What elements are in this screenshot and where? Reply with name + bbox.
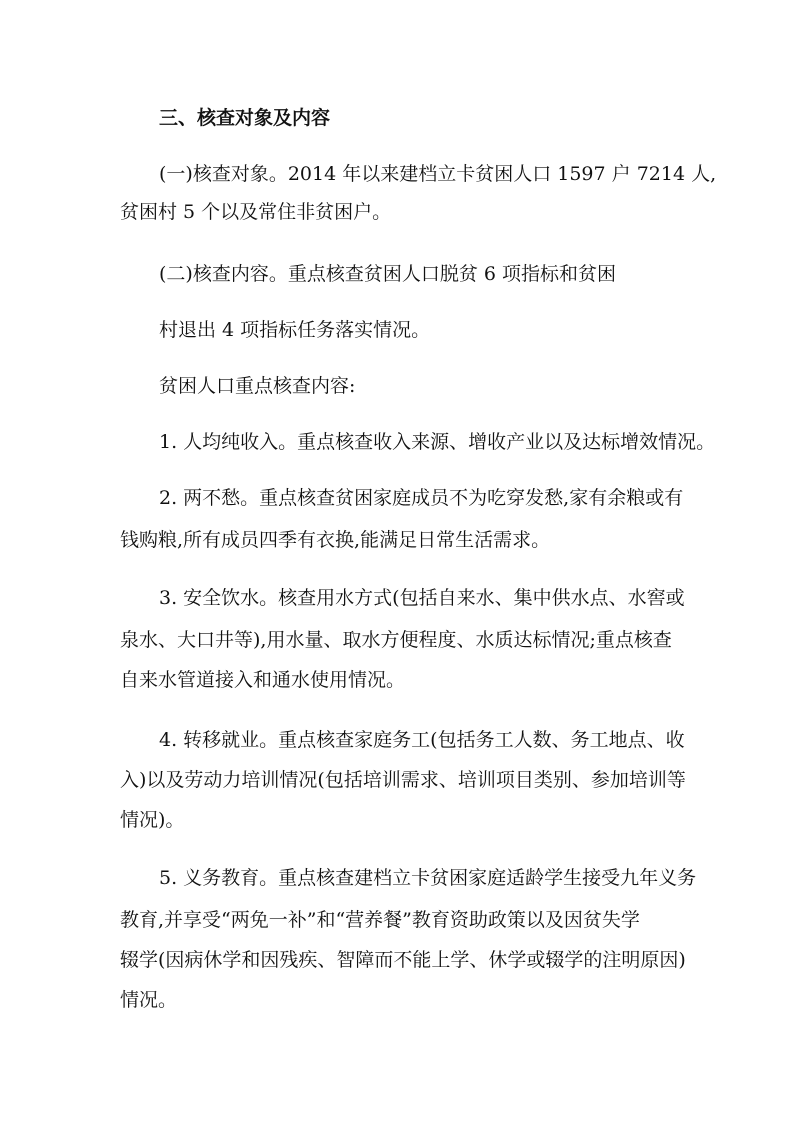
item2-line2: 钱购粮,所有成员四季有衣换,能满足日常生活需求。 bbox=[120, 529, 551, 551]
item5-line2: 教育,并享受“两免一补”和“营养餐”教育资助政策以及因贫失学 bbox=[120, 909, 640, 931]
item5-line3: 辍学(因病休学和因残疾、智障而不能上学、休学或辍学的注明原因) bbox=[120, 949, 686, 971]
item4-line1: 4. 转移就业。重点核查家庭务工(包括务工人数、务工地点、收 bbox=[159, 729, 685, 751]
item4-line2: 入)以及劳动力培训情况(包括培训需求、培训项目类别、参加培训等 bbox=[120, 769, 686, 791]
item2-line1: 2. 两不愁。重点核查贫困家庭成员不为吃穿发愁,家有余粮或有 bbox=[159, 487, 684, 509]
item5-line4: 情况。 bbox=[120, 989, 178, 1011]
section1-line2: 贫困村 5 个以及常住非贫困户。 bbox=[120, 201, 392, 223]
item4-line3: 情况)。 bbox=[120, 809, 185, 831]
section1-line1: (一)核查对象。2014 年以来建档立卡贫困人口 1597 户 7214 人, bbox=[159, 163, 717, 185]
item5-line1: 5. 义务教育。重点核查建档立卡贫困家庭适龄学生接受九年义务 bbox=[159, 867, 697, 889]
subheading: 贫困人口重点核查内容: bbox=[159, 375, 356, 397]
section2-line1: (二)核查内容。重点核查贫困人口脱贫 6 项指标和贫困 bbox=[159, 263, 616, 285]
item3-line1: 3. 安全饮水。核查用水方式(包括自来水、集中供水点、水窖或 bbox=[159, 587, 685, 609]
section-heading: 三、核查对象及内容 bbox=[159, 107, 331, 129]
section2-line2: 村退出 4 项指标任务落实情况。 bbox=[159, 319, 431, 341]
item1-line1: 1. 人均纯收入。重点核查收入来源、增收产业以及达标增效情况。 bbox=[159, 431, 716, 453]
item3-line3: 自来水管道接入和通水使用情况。 bbox=[120, 669, 406, 691]
item3-line2: 泉水、大口井等),用水量、取水方便程度、水质达标情况;重点核查 bbox=[120, 629, 672, 651]
